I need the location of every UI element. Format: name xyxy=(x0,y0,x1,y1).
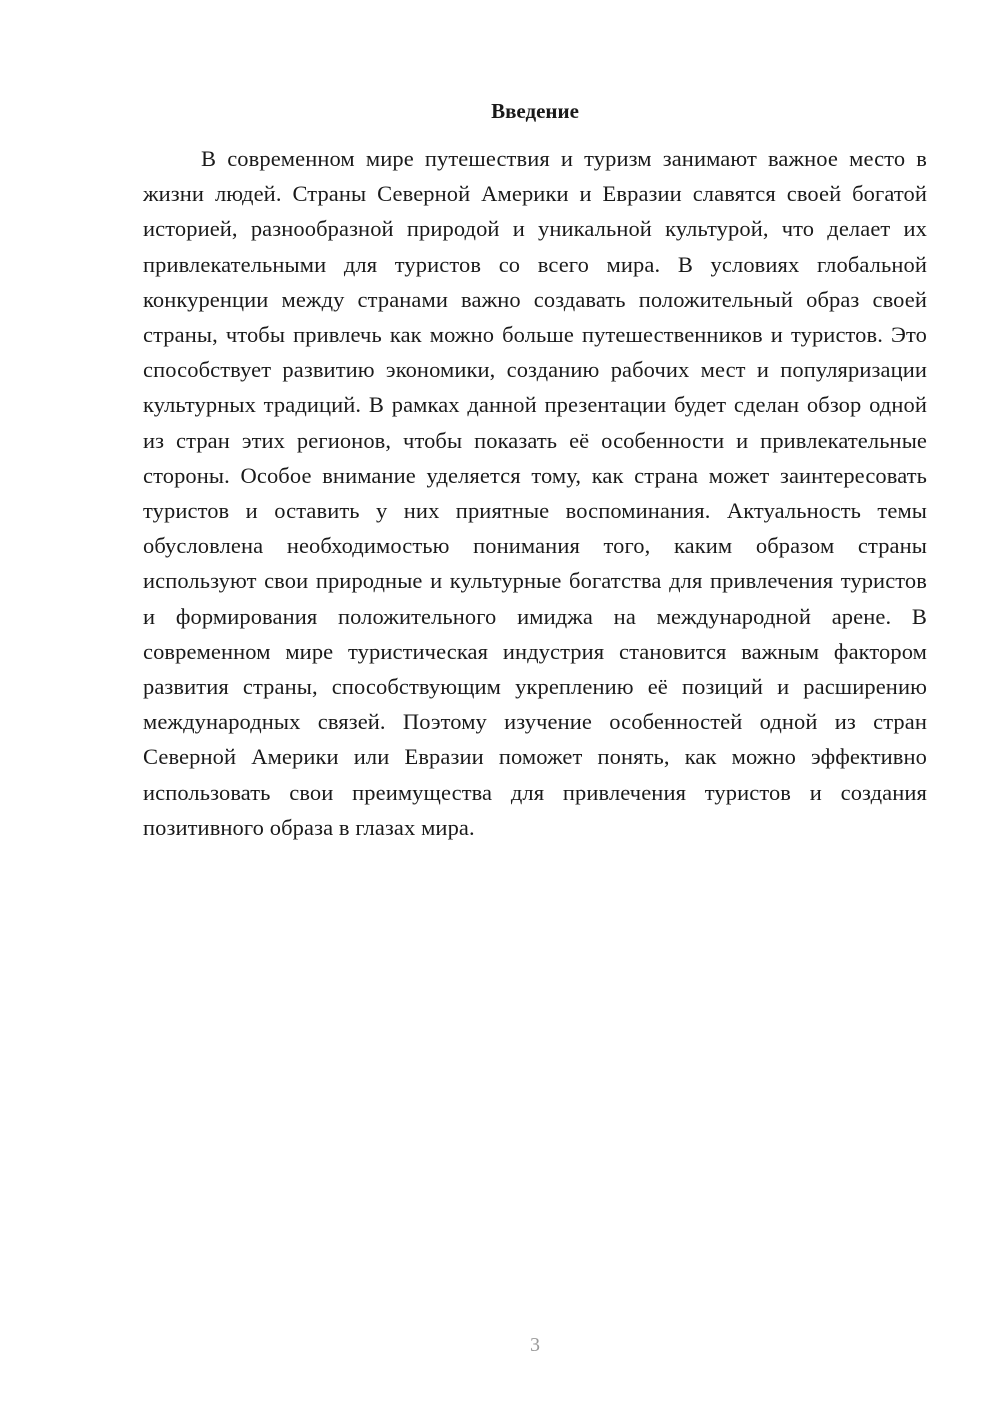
section-heading: Введение xyxy=(491,99,579,123)
body-paragraph: В современном мире путешествия и туризм занимают важное место в жизни людей. Страны Северной Америки и Евразии славятся своей богатой историей, разнообразной природой и уникальной культурой, что делает их привлекательными для туристов со всего мира. В условиях глобальной конкуренции между странами важно создавать положительный образ своей страны, чтобы привлечь как можно больше путешественников и туристов. Это способствует развитию экономики, созданию рабочих мест и популяризации культурных традиций. В рамках данной презентации будет сделан обзор одной из стран этих регионов, чтобы показать её особенности и привлекательные стороны. Особое внимание уделяется тому, как страна может заинтересовать туристов и оставить у них приятные воспоминания. Актуальность темы обусловлена необходимостью понимания того, каким образом страны используют свои природные и культурные богатства для привлечения туристов и формирования положительного имиджа на международной арене. В современном мире туристическая индустрия становится важным фактором развития страны, способствующим укреплению её позиций и расширению международных связей. Поэтому изучение особенностей одной из стран Северной Америки или Евразии поможет понять, как можно эффективно использовать свои преимущества для привлечения туристов и создания позитивного образа в глазах мира. xyxy=(143,146,927,840)
page-number: 3 xyxy=(530,1334,540,1356)
